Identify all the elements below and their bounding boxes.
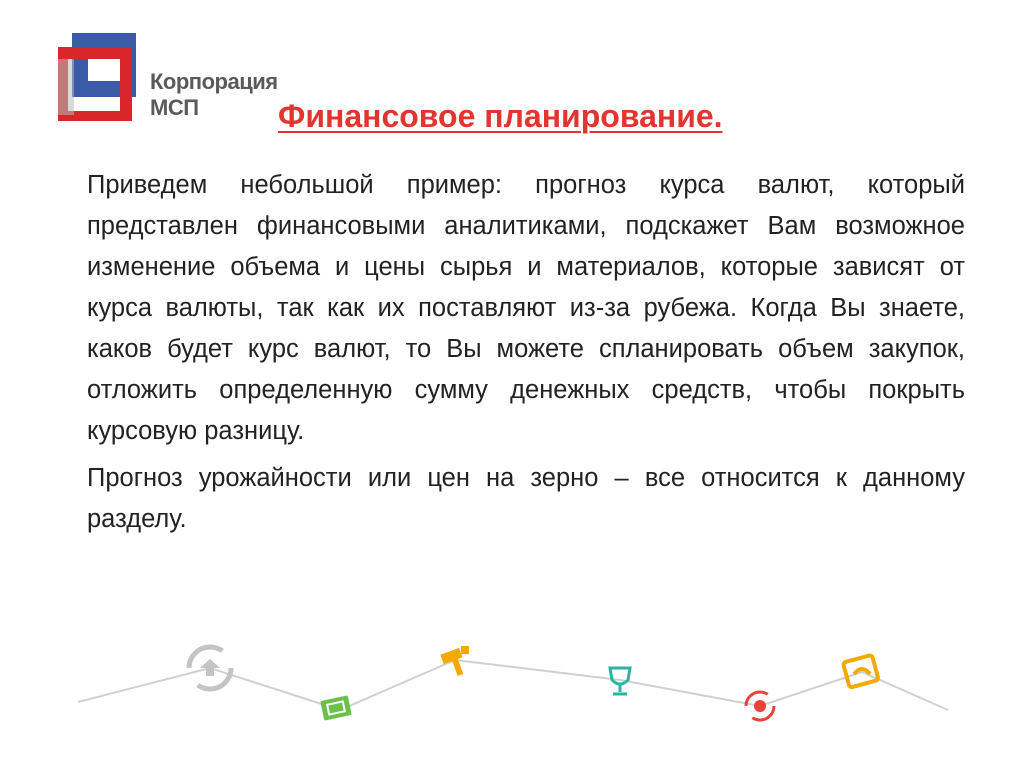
logo-mark-icon: [58, 33, 140, 121]
body-text: [87, 165, 965, 546]
cash-icon: [320, 695, 352, 720]
refresh-icon: [189, 647, 231, 689]
page-title: Финансовое планирование.: [278, 98, 723, 134]
logo-line-1: Корпорация: [150, 69, 278, 94]
handshake-icon: [843, 655, 879, 688]
logo: [58, 33, 288, 123]
logo-text: [150, 69, 278, 121]
paragraph-2: Прогноз урожайности или цен на зерно – все относится к данному разделу.: [87, 464, 965, 533]
paragraph-1: Приведем небольшой пример: прогноз курса валют, который представлен финансовыми аналитиками, подскажет Вам возможное изменение объема и цены сырья и материалов, которые зависят от курса валюты, так как их поставляют из-за рубежа. Когда Вы знаете, каков будет курс валют, то Вы можете спланировать объем закупок, отложить определенную сумму денежных средств, чтобы покрыть курсовую разницу.: [87, 171, 965, 445]
target-icon: [746, 692, 774, 720]
decorative-timeline: [0, 630, 1024, 750]
logo-line-2: МСП: [150, 95, 199, 120]
